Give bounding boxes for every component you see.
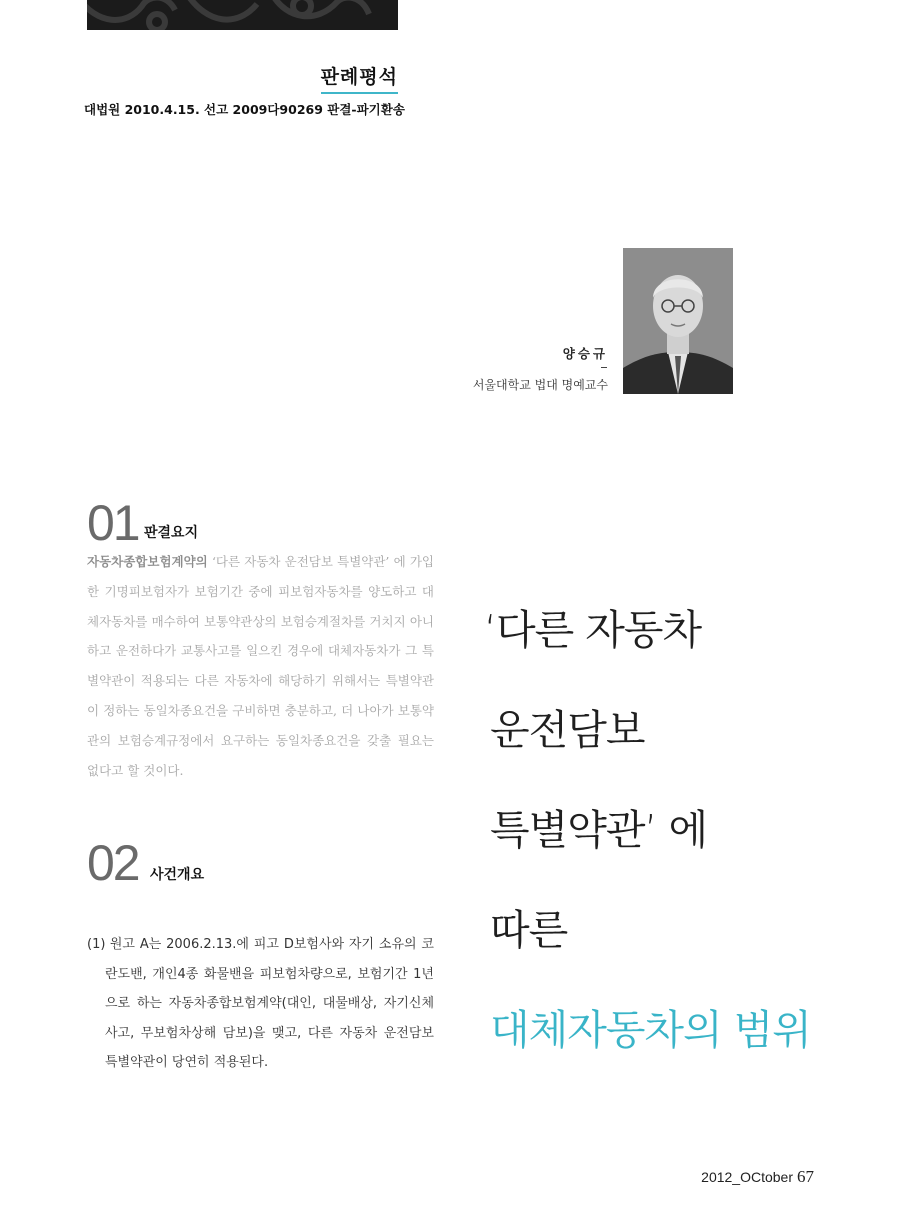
headline-accent-line: 대체자동차의 범위 (490, 1006, 811, 1054)
page-number: 67 (797, 1167, 814, 1186)
case-overview (87, 930, 434, 1078)
author-affiliation: 서울대학교 법대 명예교수 (472, 378, 608, 392)
case-reference: 대법원 2010.4.15. 선고 2009다90269 판결-파기환송 (84, 102, 405, 117)
section-title: 사건개요 (150, 867, 205, 883)
overview-item-text: 원고 A는 2006.2.13.에 피고 D보험사와 자기 소유의 코란도밴, 개인4종 화물밴을 피보험차량으로, 보험기간 1년으로 하는 자동차종합보험계약(대인, 대물배상, 자기신체사고, 무보험차상해 담보)을 맺고, 다른 자동차 운전담보 특별약관이 당연히 적용된다. (105, 937, 434, 1070)
author-divider (601, 367, 607, 368)
overview-item-number: (1) (87, 937, 106, 952)
ornament-pattern-icon (87, 0, 398, 30)
author-name: 양승규 (562, 346, 608, 361)
author-portrait (623, 248, 733, 394)
overview-item (87, 930, 434, 1078)
issue-label: 2012_OCtober (701, 1169, 793, 1185)
article-headline (484, 580, 864, 1080)
author-portrait-icon (623, 248, 733, 394)
headline-line: 운전담보 (490, 706, 645, 754)
section-title: 판결요지 (144, 525, 199, 541)
section-number: 02 (87, 835, 139, 891)
headline-line: 따른 (490, 906, 568, 954)
section-number: 01 (87, 495, 139, 551)
decorative-banner (87, 0, 398, 30)
headline-line: ‘다른 자동차 (484, 606, 702, 654)
summary-lead: 자동차종합보험계약의 (87, 554, 208, 569)
section-label: 판례평석 (321, 62, 398, 94)
headline-line: 특별약관’ 에 (490, 806, 708, 854)
page-footer (701, 1167, 814, 1187)
judgment-summary (87, 547, 434, 785)
summary-text: ‘다른 자동차 운전담보 특별약관’ 에 가입한 기명피보험자가 보험기간 중에 피보험자동차를 양도하고 대체자동차를 매수하여 보통약관상의 보험승계절차를 거치지 아니하고 운전하다가 교통사고를 일으킨 경우에 대체자동차가 그 특별약관이 적용되는 다른 자동차에 해당하기 위해서는 특별약관이 정하는 동일차종요건을 구비하면 충분하고, 더 나아가 보통약관의 보험승계규정에서 요구하는 동일차종요건을 갖출 필요는 없다고 할 것이다. (87, 554, 434, 778)
